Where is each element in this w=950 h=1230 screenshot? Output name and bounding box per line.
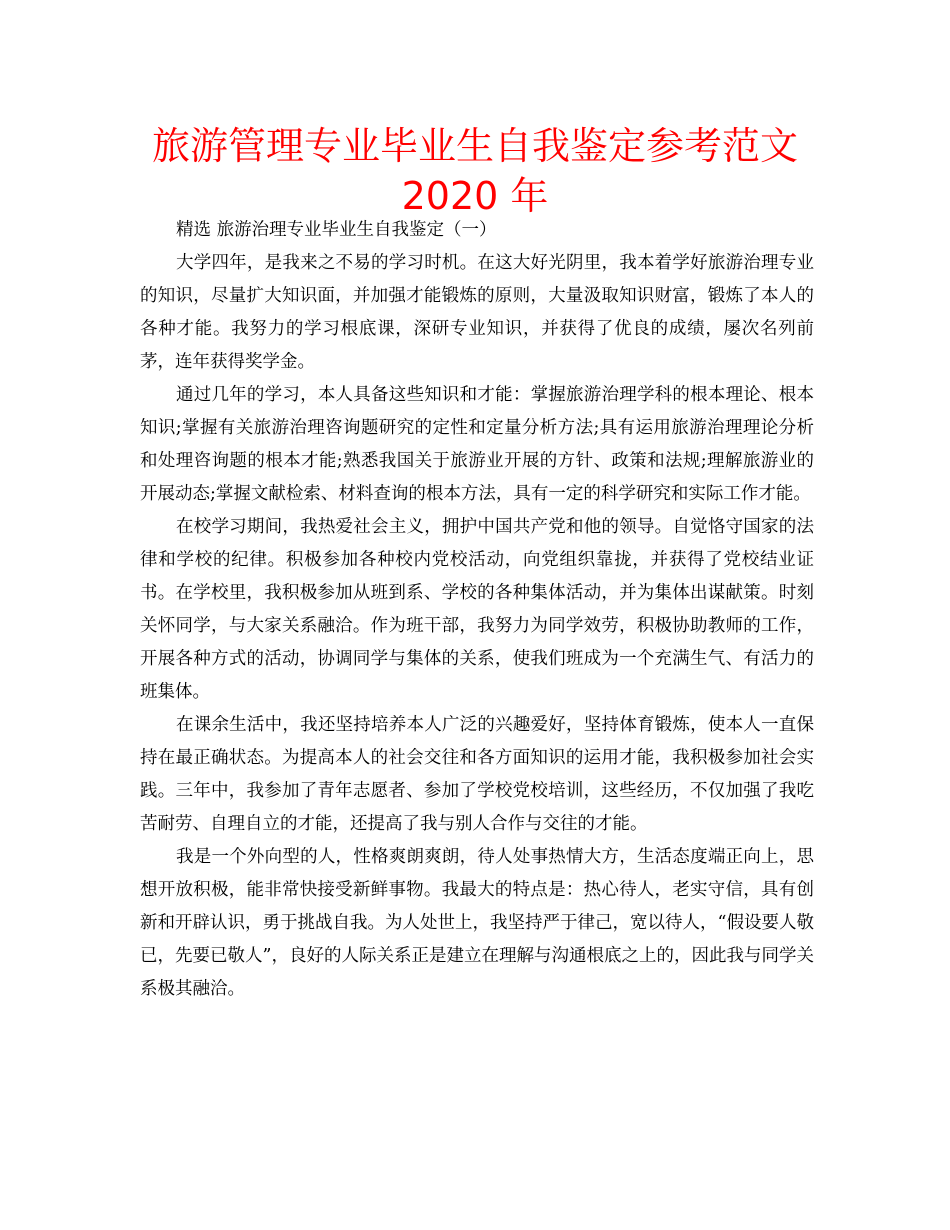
document-title: 旅游管理专业毕业生自我鉴定参考范文: [151, 124, 798, 168]
paragraph: 在课余生活中，我还坚持培养本人广泛的兴趣爱好，坚持体育锻炼，使本人一直保持在最正确状态。为提高本人的社会交往和各方面知识的运用才能，我积极参加社会实践。三年中，我参加了青年志愿者、参加了学校党校培训，这些经历，不仅加强了我吃苦耐劳、自理自立的才能，还提高了我与别人合作与交往的才能。: [140, 715, 814, 834]
section-subtitle: 精选 旅游治理专业毕业生自我鉴定（一）: [176, 220, 497, 240]
paragraph: 通过几年的学习，本人具备这些知识和才能：掌握旅游治理学科的根本理论、根本知识;掌握有关旅游治理咨询题研究的定性和定量分析方法;具有运用旅游治理理论分析和处理咨询题的根本才能;熟悉我国关于旅游业开展的方针、政策和法规;理解旅游业的开展动态;掌握文献检索、材料查询的根本方法，具有一定的科学研究和实际工作才能。: [140, 385, 814, 504]
paragraph: 我是一个外向型的人，性格爽朗爽朗，待人处事热情大方，生活态度端正向上，思想开放积极，能非常快接受新鲜事物。我最大的特点是：热心待人，老实守信，具有创新和开辟认识，勇于挑战自我。为人处世上，我坚持严于律己，宽以待人，“假设要人敬已，先要已敬人”，良好的人际关系正是建立在理解与沟通根底之上的，因此我与同学关系极其融洽。: [140, 847, 814, 999]
document-body: [140, 213, 814, 1006]
document-title-year: 2020 年: [401, 174, 549, 218]
paragraph: 大学四年，是我来之不易的学习时机。在这大好光阴里，我本着学好旅游治理专业的知识，尽量扩大知识面，并加强才能锻炼的原则，大量汲取知识财富，锻炼了本人的各种才能。我努力的学习根底课，深研专业知识，并获得了优良的成绩，屡次名列前茅，连年获得奖学金。: [140, 253, 814, 372]
paragraph: 在校学习期间，我热爱社会主义，拥护中国共产党和他的领导。自觉恪守国家的法律和学校的纪律。积极参加各种校内党校活动，向党组织靠拢，并获得了党校结业证书。在学校里，我积极参加从班到系、学校的各种集体活动，并为集体出谋献策。时刻关怀同学，与大家关系融洽。作为班干部，我努力为同学效劳，积极协助教师的工作，开展各种方式的活动，协调同学与集体的关系，使我们班成为一个充满生气、有活力的班集体。: [140, 517, 814, 702]
